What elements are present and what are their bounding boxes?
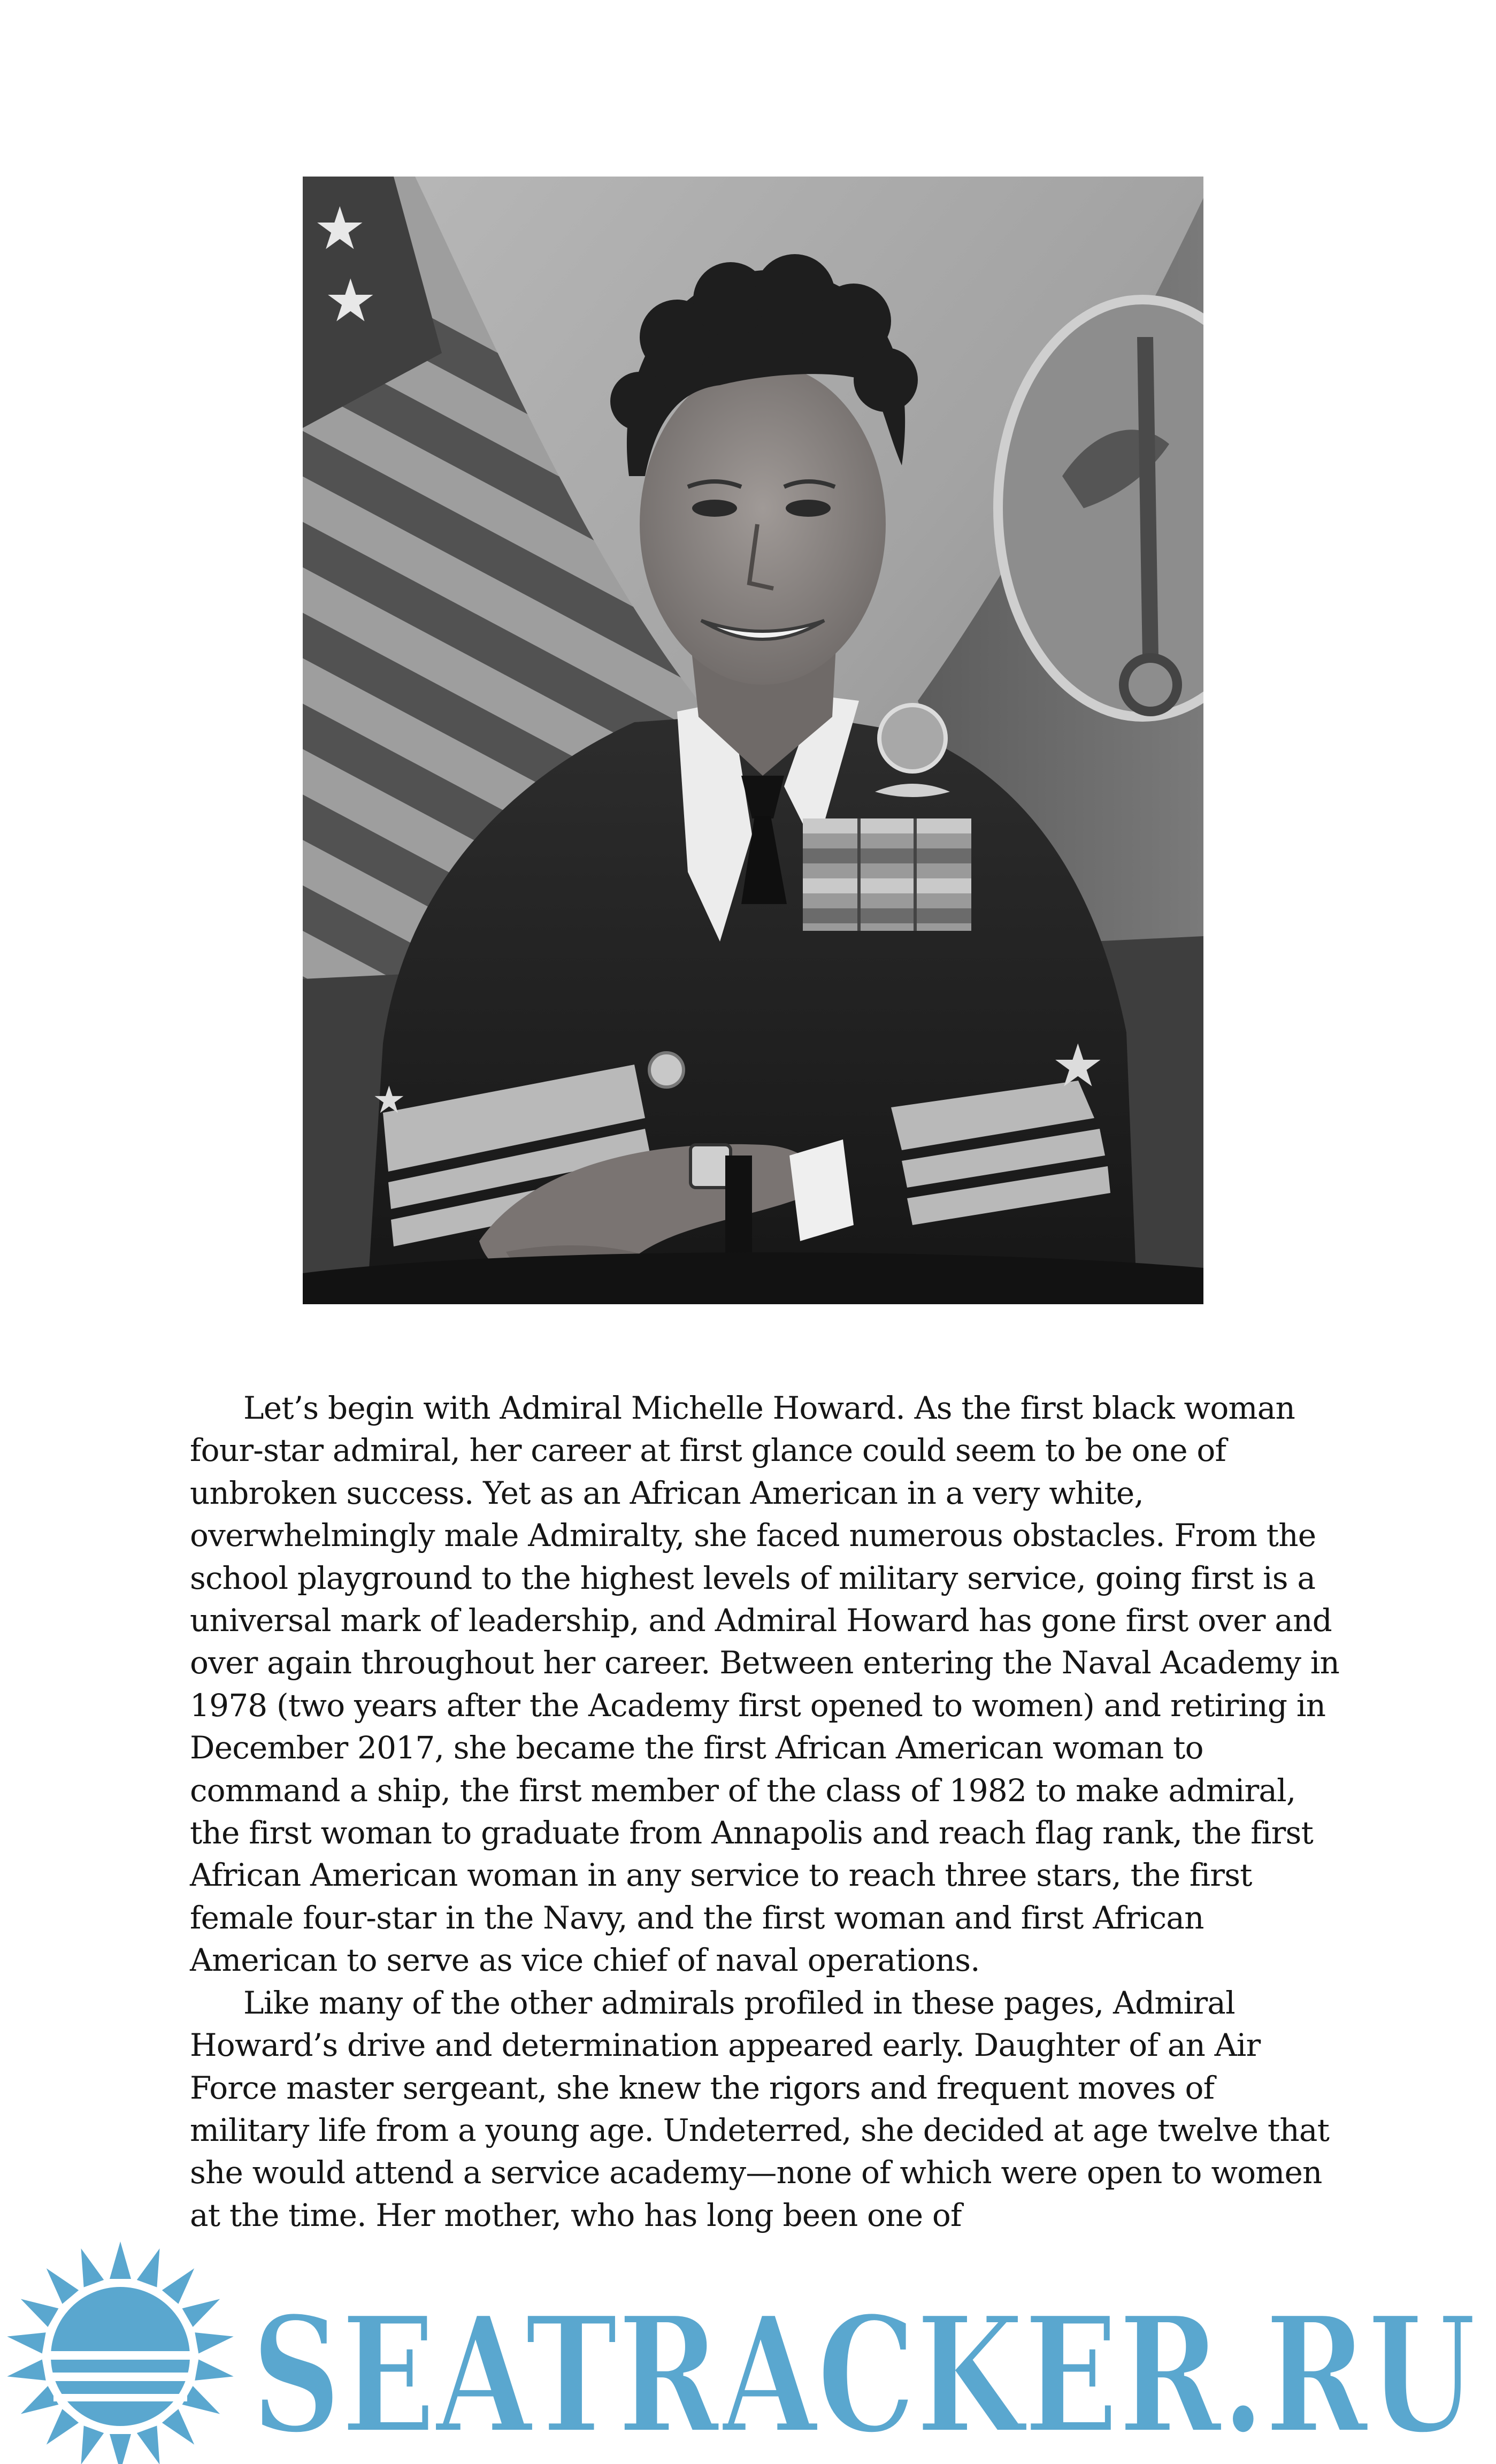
- wristwatch: [691, 1145, 731, 1188]
- body-text: [190, 1387, 1340, 2237]
- portrait-photo: [303, 177, 1203, 1304]
- watermark: [0, 2241, 1496, 2464]
- flag-star-icon: ★: [324, 266, 377, 335]
- watermark-text: SEATRACKER.RU: [251, 2281, 1476, 2464]
- paragraph: Let’s begin with Admiral Michelle Howard. As the first black woman four-star admiral, her career at first glance could seem to be one of unbroken success. Yet as an African American in a very white, overwhelmingly male Admiralty, she faced numerous obstacles. From the school playground to the highest levels of military service, going first is a universal mark of leadership, and Admiral Howard has gone first over and over again throughout her career. Between entering the Naval Academy in 1978 (two years after the Academy first opened to women) and retiring in December 2017, she became the first African American woman to command a ship, the first member of the class of 1982 to make admiral, the first woman to graduate from Annapolis and reach flag rank, the first African American woman in any service to reach three stars, the first female four-star in the Navy, and the first woman and first African American to serve as vice chief of naval operations.: [190, 1390, 1340, 1979]
- sun-icon: [5, 2241, 235, 2464]
- portrait-illustration: [303, 177, 1203, 1304]
- sleeve-star-icon: ★: [1052, 1031, 1104, 1100]
- watermark-graphic: [0, 2241, 1496, 2464]
- medal-badge: [879, 705, 946, 771]
- paragraph: Like many of the other admirals profiled in these pages, Admiral Howard’s drive and determination appeared early. Daughter of an Air Force master sergeant, she knew the rigors and frequent moves of military life from a young age. Undeterred, she decided at age twelve that she would attend a service academy—none of which were open to women at the time. Her mother, who has long been one of: [190, 1984, 1330, 2233]
- sleeve-star-icon: ★: [372, 1078, 406, 1122]
- flag-star-icon: ★: [313, 194, 366, 263]
